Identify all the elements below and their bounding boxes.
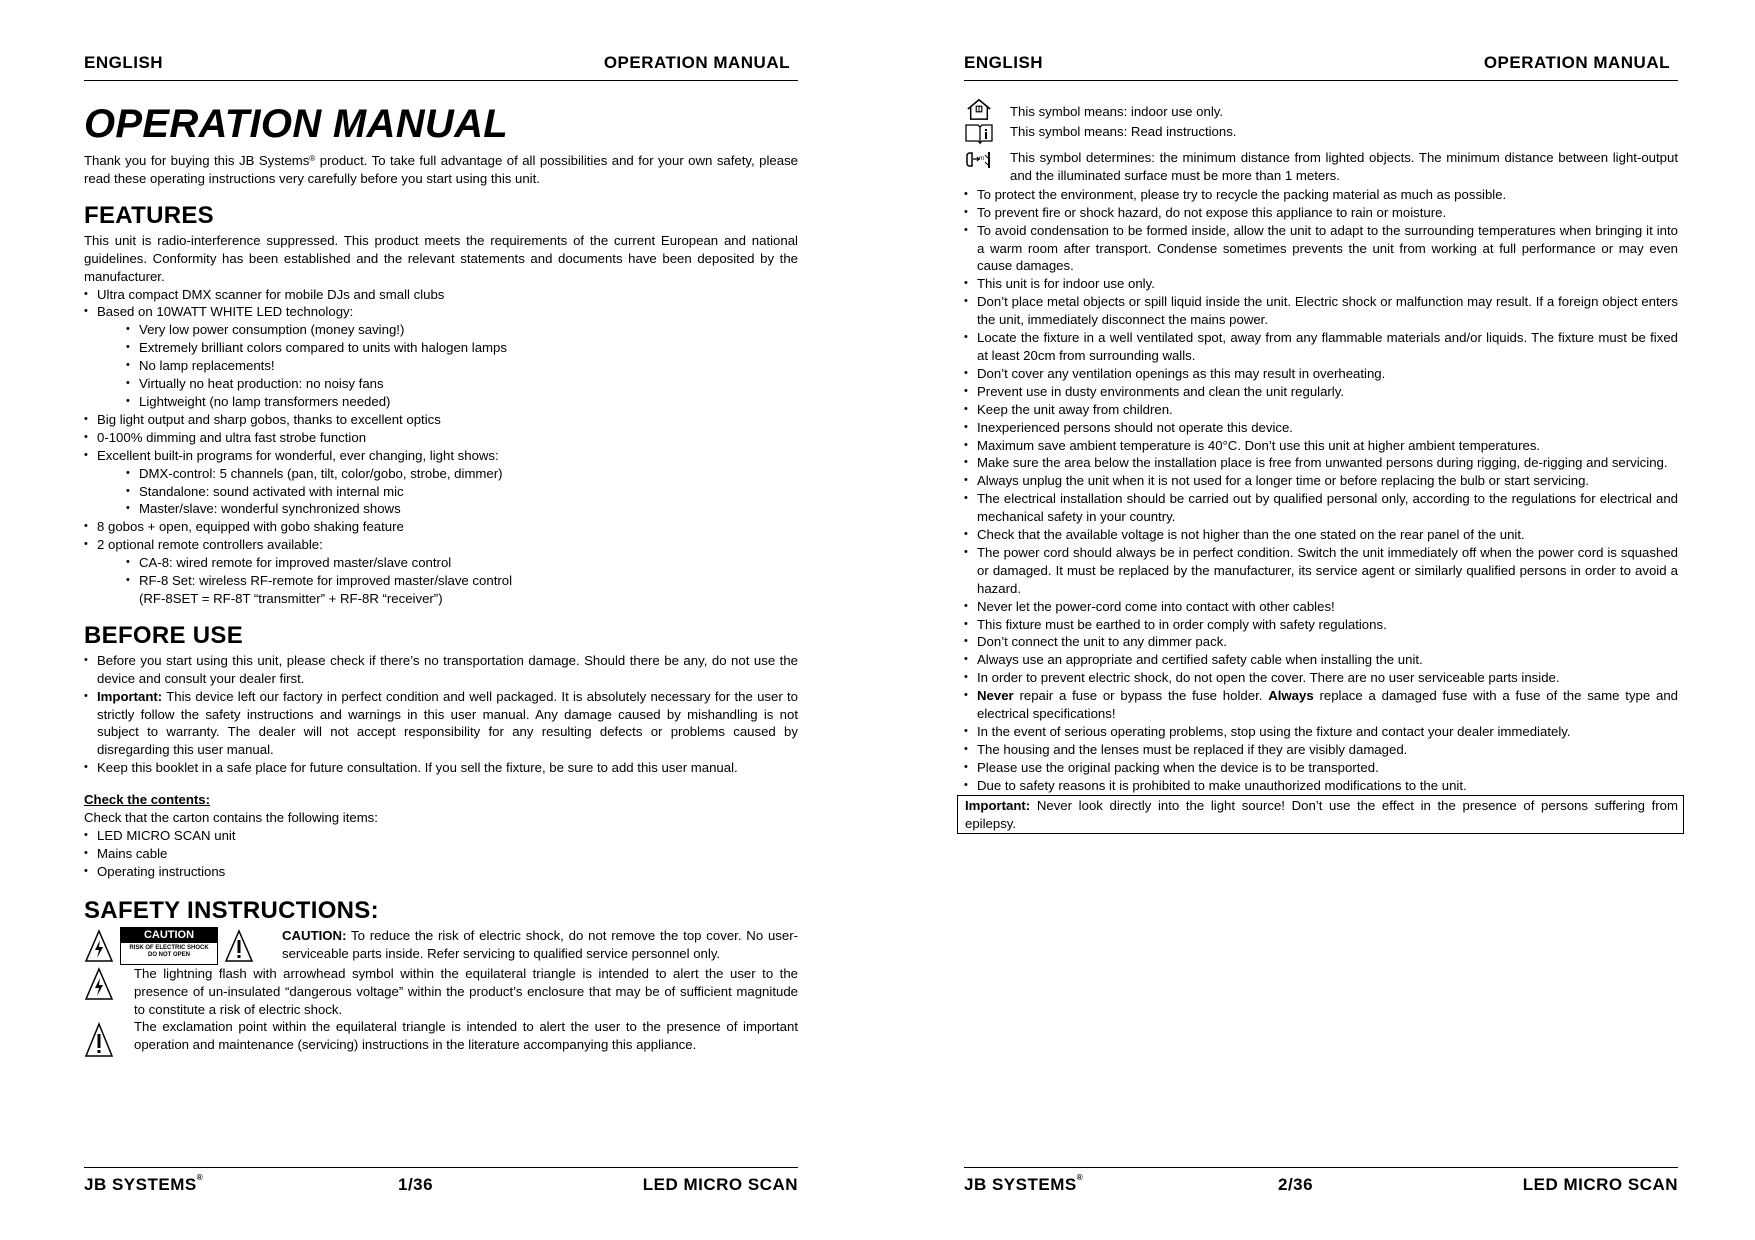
header-title: OPERATION MANUAL (603, 53, 790, 72)
footer-product: LED MICRO SCAN (1522, 1175, 1678, 1194)
list-item: • Standalone: sound activated with internal mic (126, 483, 798, 501)
check-contents-intro: Check that the carton contains the following items: (84, 810, 378, 826)
list-item: • Check that the available voltage is not higher than the one stated on the rear panel of the unit. (964, 526, 1678, 544)
list-item: • CA-8: wired remote for improved master/slave control (126, 554, 798, 572)
list-item: • Never repair a fuse or bypass the fuse holder. Always replace a damaged fuse with a fuse of the same type and electrical specifications! (964, 687, 1678, 723)
page-header (964, 53, 1678, 81)
list-item: • Virtually no heat production: no noisy fans (126, 375, 798, 393)
before-use-heading: BEFORE USE (84, 621, 244, 649)
list-item: • No lamp replacements! (126, 357, 798, 375)
indoor-symbol-row: This symbol means: indoor use only. (964, 97, 1678, 121)
list-item: • Please use the original packing when the device is to be transported. (964, 759, 1678, 777)
caution-row (84, 927, 798, 965)
footer-brand: JB SYSTEMS® (84, 1173, 204, 1194)
list-item: • To protect the environment, please try to recycle the packing material as much as possible. (964, 186, 1678, 204)
list-item: • This fixture must be earthed to in order comply with safety regulations. (964, 616, 1678, 634)
list-item: • Due to safety reasons it is prohibited to make unauthorized modifications to the unit. (964, 777, 1678, 795)
important-notice: Important: Never look directly into the light source! Don’t use the effect in the presence of persons suffering from epilepsy. (957, 795, 1684, 835)
lightning-row (84, 965, 798, 1019)
page-header (84, 53, 798, 81)
header-language: ENGLISH (964, 53, 1044, 72)
list-item: • 2 optional remote controllers available: (84, 536, 798, 554)
contents-list (84, 827, 798, 881)
svg-text:m: m (979, 156, 984, 162)
features-heading: FEATURES (84, 201, 214, 229)
document-title: OPERATION MANUAL (84, 102, 509, 146)
list-item: • Important: This device left our factory in perfect condition and well packaged. It is absolutely necessary for the user to strictly follow the safety instructions and warnings in this user manual. Any damage caused by mishandling is not subject to warranty. The dealer will not accept responsibility for any resulting defects or problems caused by disregarding this user manual. (84, 688, 798, 760)
list-item: • Lightweight (no lamp transformers needed) (126, 393, 798, 411)
list-item: • LED MICRO SCAN unit (84, 827, 798, 845)
list-item: • In order to prevent electric shock, do not open the cover. There are no user serviceable parts inside. (964, 669, 1678, 687)
list-item: • Make sure the area below the installation place is free from unwanted persons during rigging, de-rigging and servicing. (964, 454, 1678, 472)
intro-paragraph: Thank you for buying this JB Systems® product. To take full advantage of all possibilities and for your own safety, please read these operating instructions very carefully before you start using this unit. (84, 153, 799, 186)
features-list (84, 286, 798, 322)
rf8-note: (RF-8SET = RF-8T “transmitter” + RF-8R “receiver”) (139, 590, 443, 606)
list-item: • Keep this booklet in a safe place for future consultation. If you sell the fixture, be sure to add this user manual. (84, 759, 798, 777)
indoor-use-icon (964, 97, 994, 121)
read-symbol-row: This symbol means: Read instructions. (964, 121, 1678, 145)
list-item: • Ultra compact DMX scanner for mobile DJs and small clubs (84, 286, 798, 304)
page-2-content (964, 103, 1678, 834)
caution-label-icon: CAUTION RISK OF ELECTRIC SHOCK DO NOT OPEN (120, 927, 218, 965)
list-item: • Excellent built-in programs for wonderful, ever changing, light shows: (84, 447, 798, 465)
footer-brand: JB SYSTEMS® (964, 1173, 1084, 1194)
features-intro: This unit is radio-interference suppressed. This product meets the requirements of the current European and national guidelines. Conformity has been established and the relevant statements and documents have been deposited by the manufacturer. (84, 232, 798, 284)
lightning-text: The lightning flash with arrowhead symbol within the equilateral triangle is intended to alert the user to the presence of un-insulated “dangerous voltage” within the product’s enclosure that may be of sufficient magnitude to constitute a risk of electric shock. (134, 965, 798, 1017)
exclamation-row (84, 1018, 798, 1063)
list-item: • This unit is for indoor use only. (964, 275, 1678, 293)
list-item: • Maximum save ambient temperature is 40°C. Don’t use this unit at higher ambient temperatures. (964, 437, 1678, 455)
list-item: • Prevent use in dusty environments and clean the unit regularly. (964, 383, 1678, 401)
page-footer (964, 1167, 1678, 1194)
lightning-warning-icon (84, 929, 114, 963)
list-item: • 0-100% dimming and ultra fast strobe function (84, 429, 798, 447)
list-item: • To prevent fire or shock hazard, do not expose this appliance to rain or moisture. (964, 204, 1678, 222)
header-title: OPERATION MANUAL (1483, 53, 1670, 72)
footer-page-number: 2/36 (1278, 1175, 1314, 1194)
list-item: • Mains cable (84, 845, 798, 863)
list-item: • Always use an appropriate and certified safety cable when installing the unit. (964, 651, 1678, 669)
list-item: • The housing and the lenses must be replaced if they are visibly damaged. (964, 741, 1678, 759)
caution-text: CAUTION: To reduce the risk of electric shock, do not remove the top cover. No user-serviceable parts inside. Refer servicing to qualified service personnel only. (282, 927, 798, 961)
page-1-content (84, 100, 798, 1063)
list-item: • Don’t connect the unit to any dimmer pack. (964, 633, 1678, 651)
list-item: • The power cord should always be in perfect condition. Switch the unit immediately off when the power cord is squashed or damaged. It must be replaced by the manufacturer, its service agent or similarly qualified persons in order to avoid a hazard. (964, 544, 1678, 598)
list-item: • Extremely brilliant colors compared to units with halogen lamps (126, 339, 798, 357)
list-item: • Never let the power-cord come into contact with other cables! (964, 598, 1678, 616)
list-item: • Master/slave: wonderful synchronized shows (126, 500, 798, 518)
read-instructions-icon (964, 121, 994, 145)
safety-heading: SAFETY INSTRUCTIONS: (84, 896, 379, 924)
distance-symbol-row: m This symbol determines: the minimum distance from lighted objects. The minimum distance between light-output and the illuminated surface must be more than 1 meters. (964, 149, 1678, 185)
features-sublist (84, 321, 798, 411)
minimum-distance-icon (964, 149, 994, 173)
header-language: ENGLISH (84, 53, 164, 72)
before-use-list (84, 652, 798, 777)
list-item: • Big light output and sharp gobos, thanks to excellent optics (84, 411, 798, 429)
exclamation-warning-icon (224, 929, 254, 963)
exclamation-warning-icon (84, 1022, 114, 1058)
list-item: • 8 gobos + open, equipped with gobo shaking feature (84, 518, 798, 536)
list-item: • Don’t place metal objects or spill liquid inside the unit. Electric shock or malfunction may result. If a foreign object enters the unit, immediately disconnect the mains power. (964, 293, 1678, 329)
footer-product: LED MICRO SCAN (642, 1175, 798, 1194)
check-contents-heading: Check the contents: (84, 792, 211, 808)
list-item: • Based on 10WATT WHITE LED technology: (84, 303, 798, 321)
list-item: • Operating instructions (84, 863, 798, 881)
list-item: • Locate the fixture in a well ventilated spot, away from any flammable materials and/or liquids. The fixture must be fixed at least 20cm from surrounding walls. (964, 329, 1678, 365)
list-item: • DMX-control: 5 channels (pan, tilt, color/gobo, strobe, dimmer) (126, 465, 798, 483)
list-item: • Before you start using this unit, please check if there’s no transportation damage. Should there be any, do not use the device and consult your dealer first. (84, 652, 798, 688)
list-item: • Very low power consumption (money saving!) (126, 321, 798, 339)
page-footer (84, 1167, 798, 1194)
list-item: • To avoid condensation to be formed inside, allow the unit to adapt to the surrounding temperatures when bringing it into a warm room after transport. Condense sometimes prevents the unit from working at full performance or may even cause damages. (964, 222, 1678, 276)
safety-list (964, 186, 1678, 795)
list-item: • The electrical installation should be carried out by qualified personal only, according to the regulations for electrical and mechanical safety in your country. (964, 490, 1678, 526)
exclamation-text: The exclamation point within the equilateral triangle is intended to alert the user to the presence of important operation and maintenance (servicing) instructions in the literature accompanying this appliance. (134, 1019, 798, 1053)
list-item: • Inexperienced persons should not operate this device. (964, 419, 1678, 437)
lightning-warning-icon (84, 967, 114, 1001)
list-item: • Don’t cover any ventilation openings as this may result in overheating. (964, 365, 1678, 383)
list-item: • RF-8 Set: wireless RF-remote for improved master/slave control (126, 572, 798, 590)
list-item: • Keep the unit away from children. (964, 401, 1678, 419)
list-item: • In the event of serious operating problems, stop using the fixture and contact your dealer immediately. (964, 723, 1678, 741)
footer-page-number: 1/36 (398, 1175, 434, 1194)
list-item: • Always unplug the unit when it is not used for a longer time or before replacing the bulb or start servicing. (964, 472, 1678, 490)
